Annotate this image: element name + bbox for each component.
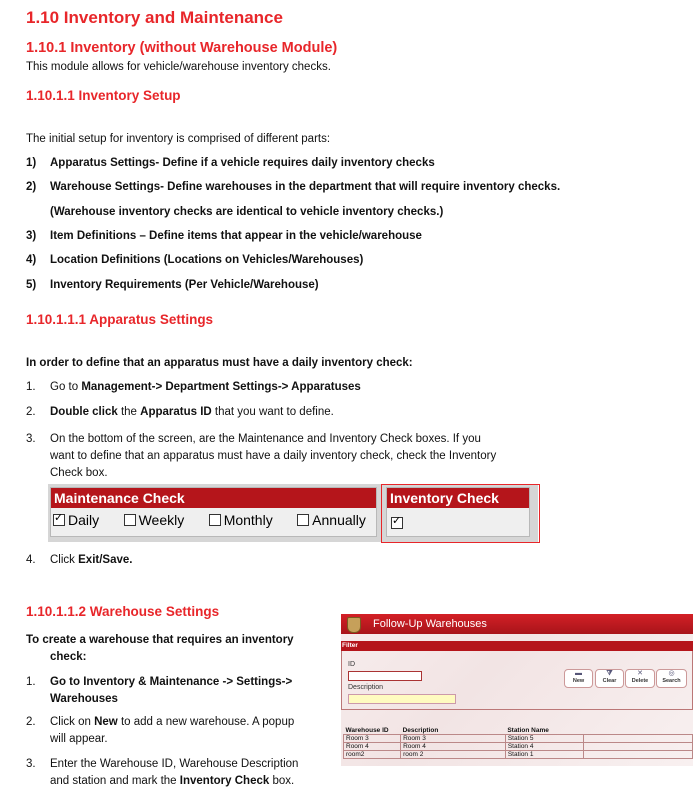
- maintenance-check-title: Maintenance Check: [51, 488, 376, 508]
- cell-station-name: Station 4: [505, 743, 583, 751]
- checkbox-empty-icon[interactable]: [124, 514, 136, 526]
- column-header-description[interactable]: Description: [402, 726, 439, 734]
- checkbox-empty-icon[interactable]: [297, 514, 309, 526]
- department-badge-icon: [347, 617, 361, 633]
- cell-empty: [584, 751, 693, 759]
- checkbox-empty-icon[interactable]: [209, 514, 221, 526]
- follow-up-warehouses-window: [341, 614, 693, 766]
- maintenance-check-panel: [50, 487, 377, 537]
- cell-warehouse-id: Room 4: [344, 743, 401, 751]
- description-label: Description: [348, 684, 384, 691]
- clear-button[interactable]: ⧩ Clear: [595, 669, 624, 688]
- cell-empty: [584, 735, 693, 743]
- search-button[interactable]: ◎ Search: [656, 669, 687, 688]
- delete-button[interactable]: ✕ Delete: [625, 669, 655, 688]
- module-description: This module allows for vehicle/warehouse inventory checks.: [26, 61, 331, 73]
- filter-header: Filter: [341, 641, 693, 651]
- column-header-station-name[interactable]: Station Name: [507, 726, 549, 734]
- description-input[interactable]: [348, 694, 456, 704]
- cell-empty: [584, 743, 693, 751]
- cell-description: room 2: [401, 751, 506, 759]
- annually-checkbox[interactable]: Annually: [297, 512, 366, 528]
- table-row[interactable]: [344, 751, 693, 759]
- window-title-bar: Follow-Up Warehouses: [341, 614, 693, 634]
- binoculars-icon: ◎: [668, 670, 675, 677]
- cell-station-name: Station 5: [505, 735, 583, 743]
- weekly-checkbox[interactable]: Weekly: [124, 512, 185, 528]
- cell-description: Room 4: [401, 743, 506, 751]
- cell-description: Room 3: [401, 735, 506, 743]
- warehouse-settings-heading: 1.10.1.1.2 Warehouse Settings: [26, 604, 220, 619]
- cell-warehouse-id: room2: [344, 751, 401, 759]
- column-header-warehouse-id[interactable]: Warehouse ID: [345, 726, 389, 734]
- cell-warehouse-id: Room 3: [344, 735, 401, 743]
- id-input[interactable]: [348, 671, 422, 681]
- new-icon: ▬: [575, 670, 582, 677]
- new-button[interactable]: ▬ New: [564, 669, 593, 688]
- inventory-check-title: Inventory Check: [387, 488, 529, 508]
- column-header-empty: [584, 726, 693, 735]
- table-row[interactable]: [344, 743, 693, 751]
- inventory-check-checkbox[interactable]: [391, 517, 403, 529]
- id-label: ID: [348, 661, 355, 668]
- filter-box: [341, 651, 693, 710]
- cell-station-name: Station 1: [505, 751, 583, 759]
- subsection-title: 1.10.1 Inventory (without Warehouse Module): [26, 40, 338, 56]
- apparatus-intro: In order to define that an apparatus must have a daily inventory check:: [26, 357, 413, 369]
- section-title: 1.10 Inventory and Maintenance: [26, 8, 283, 27]
- delete-icon: ✕: [637, 670, 643, 677]
- setup-intro: The initial setup for inventory is comprised of different parts:: [26, 133, 331, 145]
- apparatus-settings-heading: 1.10.1.1.1 Apparatus Settings: [26, 312, 214, 327]
- table-row[interactable]: [344, 735, 693, 743]
- monthly-checkbox[interactable]: Monthly: [209, 512, 273, 528]
- table-header-row: [344, 726, 693, 735]
- warehouses-table: [343, 726, 693, 759]
- inventory-setup-heading: 1.10.1.1 Inventory Setup: [26, 88, 181, 103]
- daily-checkbox[interactable]: ✓ Daily: [53, 512, 99, 528]
- checkbox-checked-icon[interactable]: [53, 514, 65, 526]
- inventory-check-panel: [386, 487, 530, 537]
- warehouse-intro: To create a warehouse that requires an inventory check:: [26, 634, 294, 663]
- clear-filter-icon: ⧩: [606, 670, 613, 677]
